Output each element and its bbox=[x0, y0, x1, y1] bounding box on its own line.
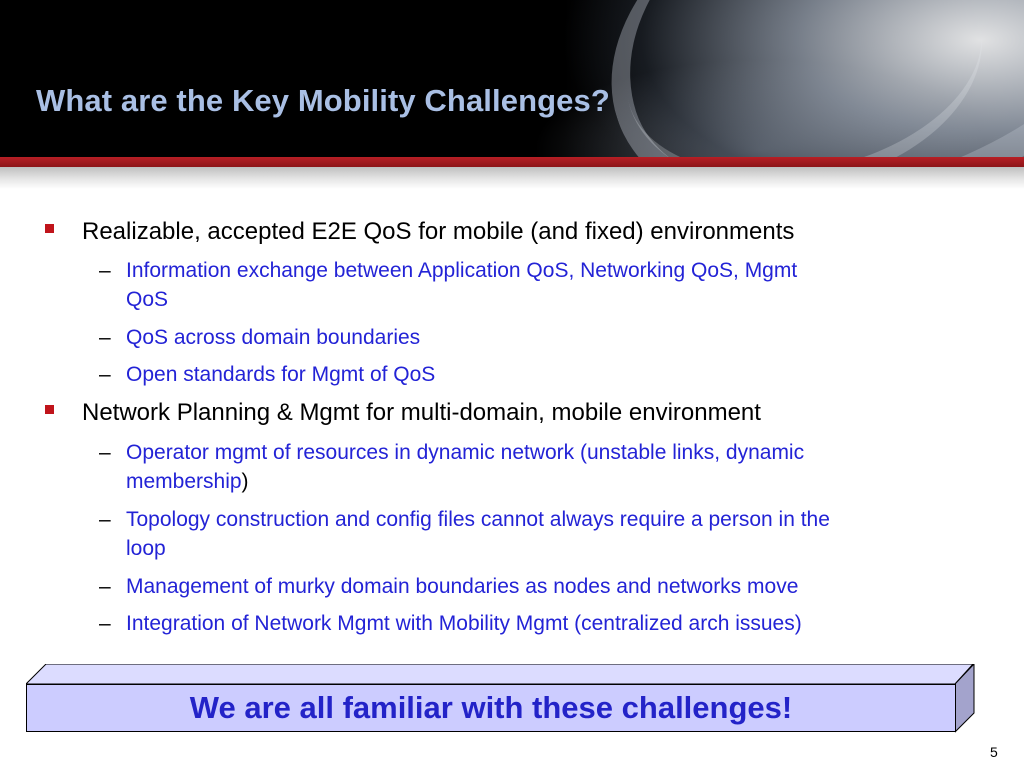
header-gray-stripe bbox=[0, 167, 1024, 189]
header-banner bbox=[0, 0, 1024, 157]
dash-icon: – bbox=[99, 441, 111, 464]
sub-bullet-2-2-line-2: loop bbox=[126, 537, 166, 560]
bullet-square-icon bbox=[45, 405, 54, 414]
dash-icon: – bbox=[99, 259, 111, 282]
callout-top-face bbox=[26, 664, 974, 685]
callout-text: We are all familiar with these challenges! bbox=[189, 690, 793, 725]
dash-icon: – bbox=[99, 326, 111, 349]
bullet-1-text: Realizable, accepted E2E QoS for mobile (and fixed) environments bbox=[82, 218, 795, 245]
sub-bullet-2-1-line-2-text: membership bbox=[126, 470, 242, 493]
bullet-square-icon bbox=[45, 224, 54, 233]
sub-bullet-1-1-line-1: Information exchange between Application QoS, Networking QoS, Mgmt bbox=[126, 259, 798, 282]
dash-icon: – bbox=[99, 575, 111, 598]
sub-bullet-2-1-line-1: Operator mgmt of resources in dynamic network (unstable links, dynamic bbox=[126, 441, 805, 464]
slide-title: What are the Key Mobility Challenges? bbox=[36, 83, 610, 118]
dash-icon: – bbox=[99, 363, 111, 386]
dash-icon: – bbox=[99, 508, 111, 531]
sub-bullet-2-2-line-1: Topology construction and config files cannot always require a person in the bbox=[126, 508, 830, 531]
sub-bullet-2-4: Integration of Network Mgmt with Mobility Mgmt (centralized arch issues) bbox=[126, 612, 802, 635]
page-number: 5 bbox=[990, 744, 998, 760]
closing-paren: ) bbox=[241, 470, 249, 493]
header-red-stripe bbox=[0, 157, 1024, 167]
sub-bullet-2-1-line-2 bbox=[126, 467, 249, 496]
sub-bullet-2-3: Management of murky domain boundaries as nodes and networks move bbox=[126, 575, 799, 598]
sub-bullet-1-1-line-2: QoS bbox=[126, 288, 169, 311]
callout-side-face bbox=[955, 664, 975, 733]
sub-bullet-1-3: Open standards for Mgmt of QoS bbox=[126, 363, 436, 386]
bullet-2-text: Network Planning & Mgmt for multi-domain, mobile environment bbox=[82, 399, 761, 426]
sub-bullet-1-2: QoS across domain boundaries bbox=[126, 326, 421, 349]
dash-icon: – bbox=[99, 612, 111, 635]
